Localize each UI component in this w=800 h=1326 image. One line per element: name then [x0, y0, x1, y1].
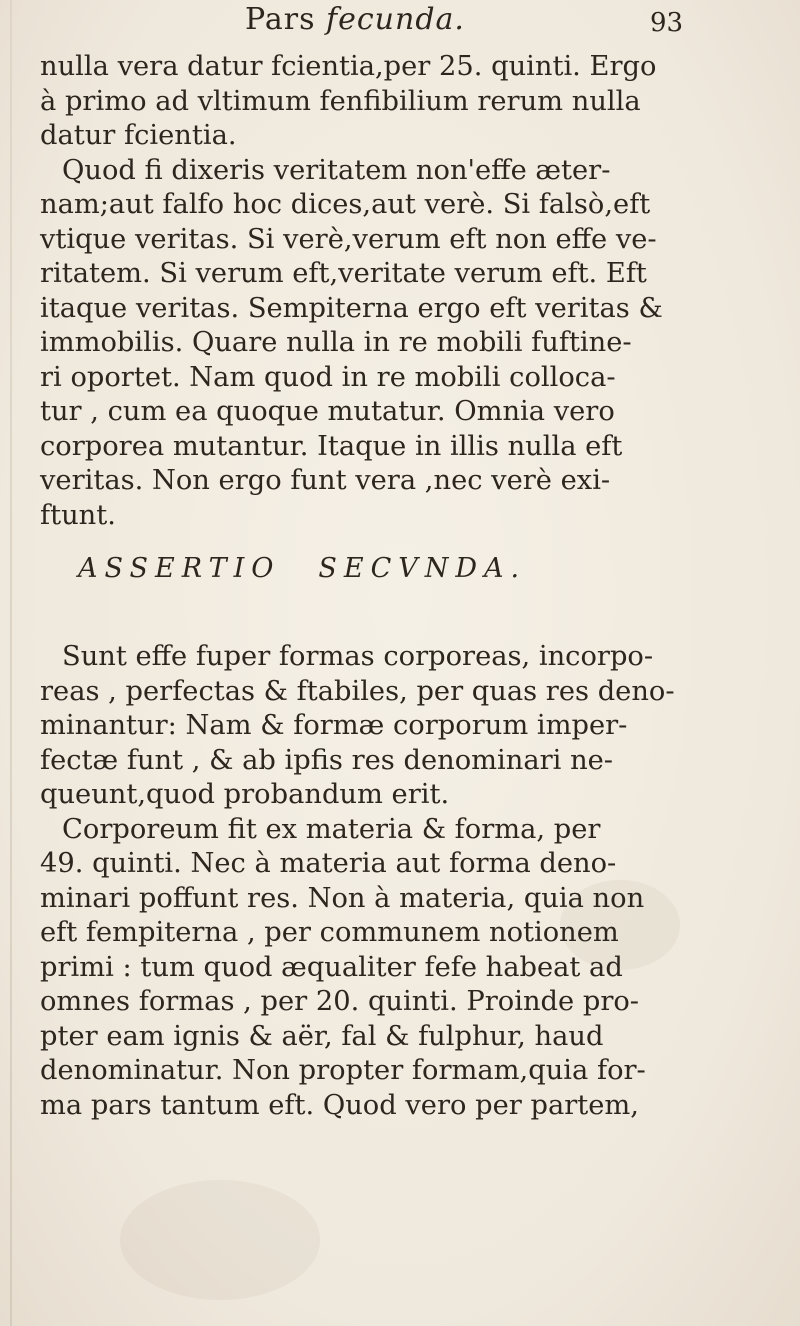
- text-line: nulla vera datur fcientia,per 25. quinti. Ergo: [40, 51, 657, 82]
- text-line: datur fcientia.: [40, 120, 237, 151]
- text-line: minari poffunt res. Non à materia, quia non: [40, 882, 645, 914]
- text-line: ftunt.: [40, 499, 116, 531]
- text-line: ri oportet. Nam quod in re mobili colloca-: [40, 361, 616, 393]
- text-line: reas , perfectas & ftabiles, per quas res deno-: [40, 675, 675, 707]
- text-line: vtique veritas. Si verè,verum eft non effe ve-: [40, 223, 657, 255]
- page-number: 93: [650, 8, 684, 38]
- text-line: omnes formas , per 20. quinti. Proinde pro-: [40, 986, 640, 1017]
- text-line: nam;aut falfo hoc dices,aut verè. Si falsò,eft: [40, 189, 651, 220]
- running-title-word2: fecunda.: [326, 2, 465, 37]
- paragraph-1: [40, 50, 750, 533]
- text-line: pter eam ignis & aër, fal & fulphur, haud: [40, 1020, 604, 1052]
- text-line: ritatem. Si verum eft,veritate verum eft. Eft: [40, 258, 647, 289]
- text-line: denominatur. Non propter formam,quia for-: [40, 1055, 646, 1086]
- text-line: primi : tum quod æqualiter fefe habeat ad: [40, 951, 623, 983]
- text-line: Sunt effe fuper formas corporeas, incorpo-: [62, 641, 654, 672]
- paper-stain: [120, 1180, 320, 1300]
- text-line: 49. quinti. Nec à materia aut forma deno-: [40, 848, 617, 879]
- running-title: [245, 2, 465, 37]
- text-line: Quod fi dixeris veritatem non'effe æter-: [62, 154, 611, 186]
- running-title-word1: Pars: [245, 2, 316, 37]
- text-line: eft fempiterna , per communem notionem: [40, 917, 619, 948]
- section-heading-word2: SECVNDA.: [318, 553, 527, 584]
- running-head: [40, 2, 750, 44]
- text-line: immobilis. Quare nulla in re mobili fuftine-: [40, 327, 632, 358]
- text-line: Corporeum fit ex materia & forma, per: [62, 813, 601, 845]
- text-line: fectæ funt , & ab ipfis res denominari ne-: [40, 744, 614, 776]
- section-heading: [78, 553, 526, 584]
- text-line: tur , cum ea quoque mutatur. Omnia vero: [40, 396, 615, 427]
- text-line: veritas. Non ergo funt vera ,nec verè exi-: [40, 465, 611, 496]
- text-line: corporea mutantur. Itaque in illis nulla eft: [40, 430, 623, 462]
- text-line: ma pars tantum eft. Quod vero per partem,: [40, 1089, 639, 1121]
- page-gutter: [10, 0, 12, 1326]
- text-line: minantur: Nam & formæ corporum imper-: [40, 710, 628, 741]
- text-line: à primo ad vltimum fenfibilium rerum nulla: [40, 85, 641, 117]
- text-line: itaque veritas. Sempiterna ergo eft veritas &: [40, 292, 663, 324]
- paragraph-2: [40, 640, 750, 1123]
- text-line: queunt,quod probandum erit.: [40, 779, 450, 810]
- section-heading-word1: ASSERTIO: [78, 553, 281, 584]
